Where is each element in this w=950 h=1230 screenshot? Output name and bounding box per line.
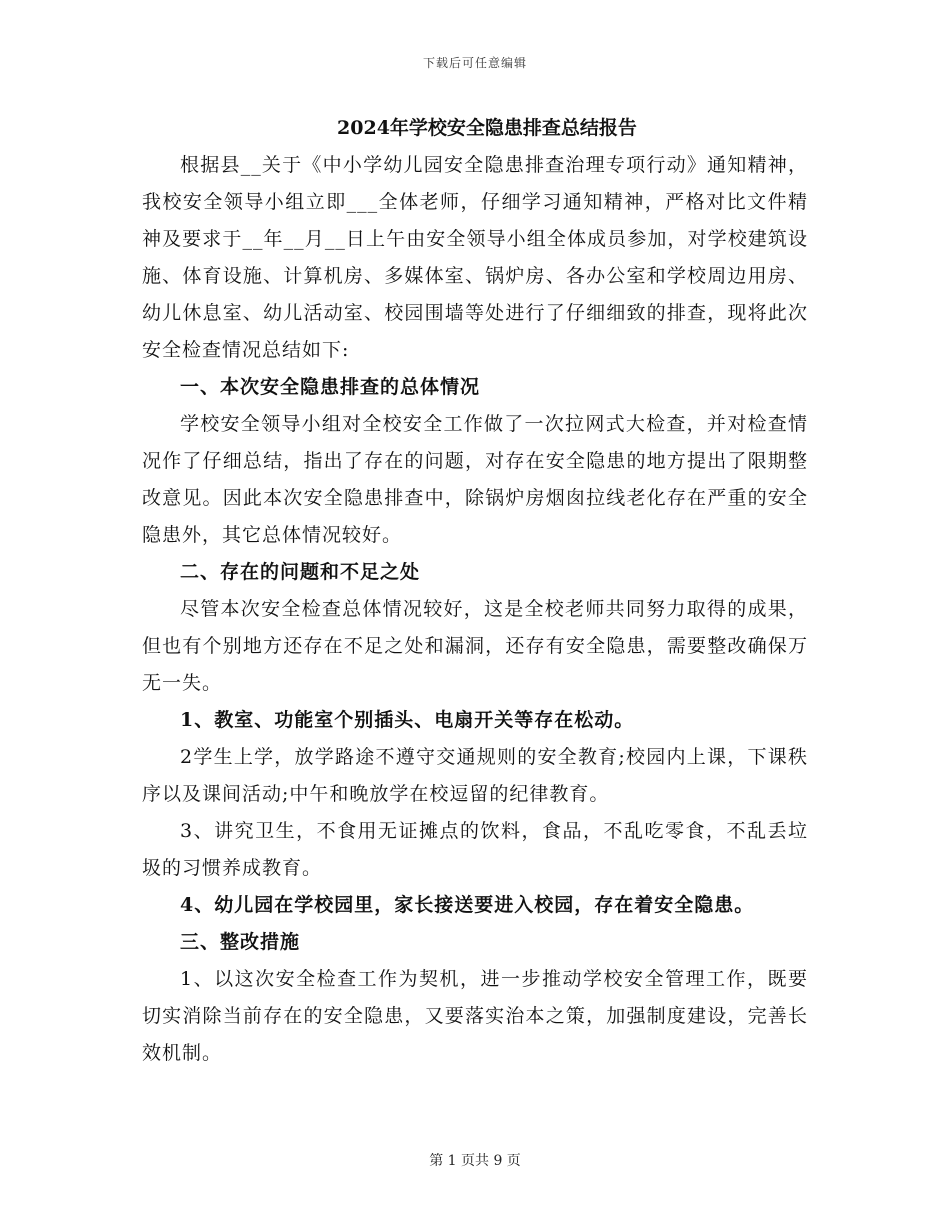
section-heading-1: 一、本次安全隐患排查的总体情况 — [180, 376, 481, 398]
paragraph-item-2: 2学生上学，放学路途不遵守交通规则的安全教育;校园内上课，下课秩序以及课间活动;中午和晚放学在校逗留的纪律教育。 — [142, 746, 808, 805]
paragraph-measure-1: 1、以这次安全检查工作为契机，进一步推动学校安全管理工作，既要切实消除当前存在的安全隐患，又要落实治本之策，加强制度建设，完善长效机制。 — [142, 968, 808, 1064]
section-heading-3: 三、整改措施 — [180, 931, 301, 953]
header-note: 下载后可任意编辑 — [422, 56, 527, 70]
paragraph-overview: 学校安全领导小组对全校安全工作做了一次拉网式大检查，并对检查情况作了仔细总结，指出了存在的问题，对存在安全隐患的地方提出了限期整改意见。因此本次安全隐患排查中，除锅炉房烟囱拉线老化存在严重的安全隐患外，其它总体情况较好。 — [142, 413, 808, 546]
paragraph-item-3: 3、讲究卫生，不食用无证摊点的饮料，食品，不乱吃零食，不乱丢垃圾的习惯养成教育。 — [142, 820, 808, 879]
paragraph-intro: 根据县__关于《中小学幼儿园安全隐患排查治理专项行动》通知精神，我校安全领导小组立即___全体老师，仔细学习通知精神，严格对比文件精神及要求于__年__月__日上午由安全领导小组全体成员参加，对学校建筑设施、体育设施、计算机房、多媒体室、锅炉房、各办公室和学校周边用房、幼儿休息室、幼儿活动室、校园围墙等处进行了仔细细致的排查，现将此次安全检查情况总结如下: — [142, 154, 808, 361]
document-title: 2024年学校安全隐患排查总结报告 — [337, 117, 637, 139]
page-footer: 第 1 页共 9 页 — [429, 1153, 521, 1169]
paragraph-problems: 尽管本次安全检查总体情况较好，这是全校老师共同努力取得的成果，但也有个别地方还存在不足之处和漏洞，还存有安全隐患，需要整改确保万无一失。 — [142, 598, 808, 694]
item-heading-1: 1、教室、功能室个别插头、电扇开关等存在松动。 — [180, 709, 635, 731]
item-heading-4: 4、幼儿园在学校园里，家长接送要进入校园，存在着安全隐患。 — [180, 894, 755, 916]
section-heading-2: 二、存在的问题和不足之处 — [180, 561, 421, 583]
document-body — [142, 110, 808, 1072]
